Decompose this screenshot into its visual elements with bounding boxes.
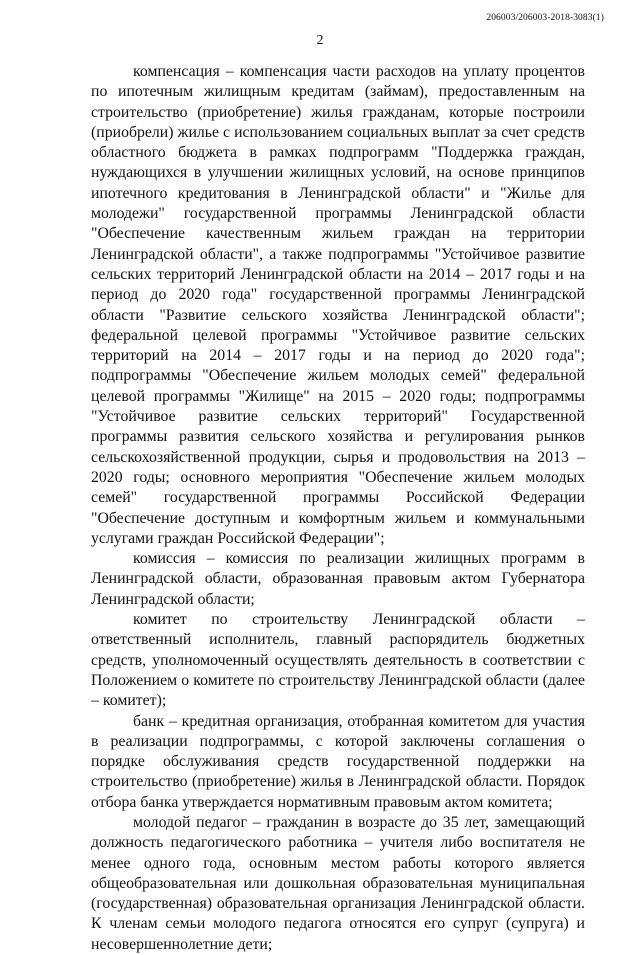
document-body xyxy=(91,62,585,955)
definition-paragraph-commission: комиссия – комиссия по реализации жилищных программ в Ленинградской области, образованная правовым актом Губернатора Ленинградской области; xyxy=(91,550,585,608)
page-number: 2 xyxy=(316,33,324,48)
definition-paragraph-compensation: компенсация – компенсация части расходов на уплату процентов по ипотечным жилищным кредитам (займам), предоставленным на строительство (приобретение) жилья гражданам, которые построили (приобрели) жилье с использованием социальных выплат за счет средств областного бюджета в рамках подпрограмм "Поддержка граждан, нуждающихся в улучшении жилищных условий, на основе принципов ипотечного кредитования в Ленинградской области" и "Жилье для молодежи" государственной программы Ленинградской области "Обеспечение качественным жильем граждан на территории Ленинградской области", а также подпрограммы "Устойчивое развитие сельских территорий Ленинградской области на 2014 – 2017 годы и на период до 2020 года" государственной программы Ленинградской области "Развитие сельского хозяйства Ленинградской области"; федеральной целевой программы "Устойчивое развитие сельских территорий на 2014 – 2017 годы и на период до 2020 года"; подпрограммы "Обеспечение жильем молодых семей" федеральной целевой программы "Жилище" на 2015 – 2020 годы; подпрограммы "Устойчивое развитие сельских территорий" Государственной программы развития сельского хозяйства и регулирования рынков сельскохозяйственной продукции, сырья и продовольствия на 2013 – 2020 годы; основного мероприятия "Обеспечение жильем молодых семей" государственной программы Российской Федерации "Обеспечение доступным и комфортным жильем и коммунальными услугами граждан Российской Федерации"; xyxy=(91,63,585,547)
document-id: 206003/206003-2018-3083(1) xyxy=(486,13,604,23)
definition-paragraph-committee: комитет по строительству Ленинградской области – ответственный исполнитель, главный распорядитель бюджетных средств, уполномоченный осуществлять деятельность в соответствии с Положением о комитете по строительству Ленинградской области (далее – комитет); xyxy=(91,611,585,710)
definition-paragraph-bank: банк – кредитная организация, отобранная комитетом для участия в реализации подпрограммы, с которой заключены соглашения о порядке обслуживания средств государственной поддержки на строительство (приобретение) жилья в Ленинградской области. Порядок отбора банка утверждается нормативным правовым актом комитета; xyxy=(91,712,585,811)
definition-paragraph-young-teacher: молодой педагог – гражданин в возрасте до 35 лет, замещающий должность педагогического работника – учителя либо воспитателя не менее одного года, основным местом работы которого является общеобразовательная или дошкольная образовательная муниципальная (государственная) образовательная организация Ленинградской области. К членам семьи молодого педагога относятся его супруг (супруга) и несовершеннолетние дети; xyxy=(91,813,585,953)
